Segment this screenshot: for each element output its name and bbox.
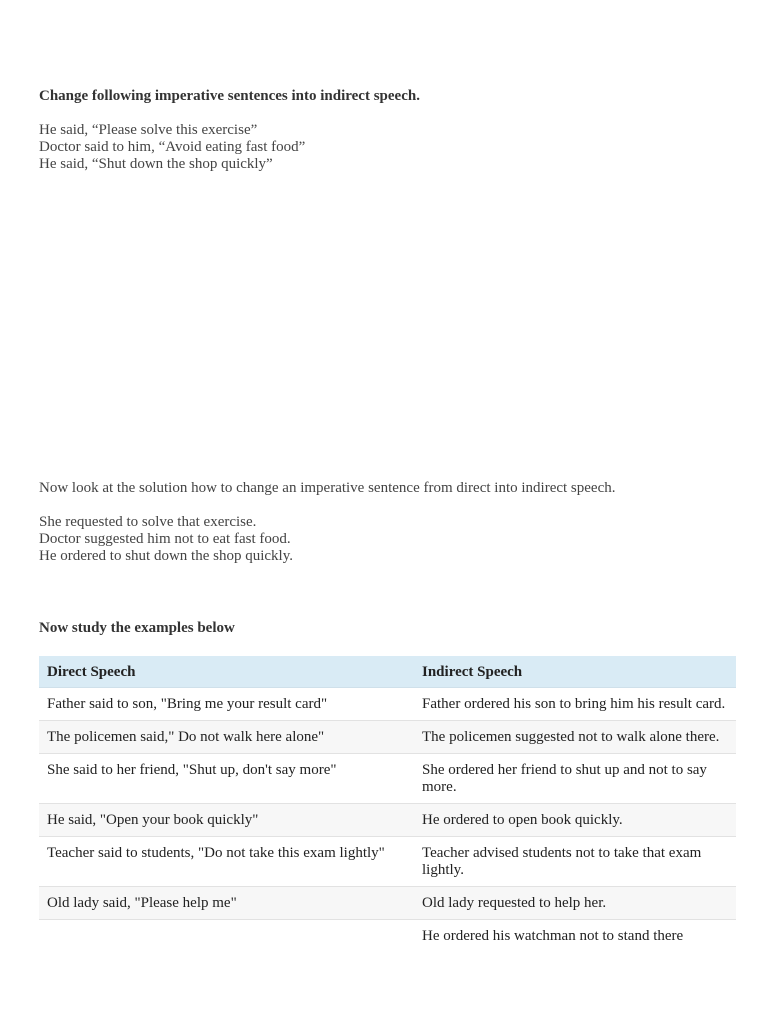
question-sentence: He said, “Please solve this exercise” bbox=[39, 122, 258, 138]
indirect-speech-cell: She ordered her friend to shut up and not to say more. bbox=[414, 754, 736, 804]
direct-speech-cell: Teacher said to students, "Do not take this exam lightly" bbox=[39, 837, 414, 887]
indirect-speech-cell: He ordered to open book quickly. bbox=[414, 804, 736, 837]
solution-sentence: She requested to solve that exercise. bbox=[39, 514, 257, 530]
solution-sentence: He ordered to shut down the shop quickly. bbox=[39, 548, 293, 564]
question-heading: Change following imperative sentences into indirect speech. bbox=[39, 88, 420, 104]
direct-speech-cell: Old lady said, "Please help me" bbox=[39, 887, 414, 920]
indirect-speech-cell: He ordered his watchman not to stand there bbox=[422, 928, 684, 944]
direct-speech-cell bbox=[39, 920, 414, 953]
solution-sentence: Doctor suggested him not to eat fast food. bbox=[39, 531, 291, 547]
question-sentence: Doctor said to him, “Avoid eating fast food” bbox=[39, 139, 306, 155]
table-row bbox=[39, 887, 736, 920]
table-row bbox=[39, 688, 736, 721]
indirect-speech-cell: Teacher advised students not to take that exam lightly. bbox=[414, 837, 736, 887]
direct-speech-cell: The policemen said," Do not walk here alone" bbox=[39, 721, 414, 754]
table-row bbox=[39, 804, 736, 837]
table-row bbox=[39, 837, 736, 887]
indirect-speech-cell: Father ordered his son to bring him his result card. bbox=[414, 688, 736, 721]
solution-sentences bbox=[39, 514, 739, 565]
examples-heading: Now study the examples below bbox=[39, 620, 235, 636]
table-header-row bbox=[39, 656, 736, 688]
solution-intro: Now look at the solution how to change an imperative sentence from direct into indirect speech. bbox=[39, 480, 616, 496]
question-sentences bbox=[39, 122, 739, 173]
direct-speech-cell: She said to her friend, "Shut up, don't say more" bbox=[39, 754, 414, 804]
table-row bbox=[39, 920, 736, 953]
table-row bbox=[39, 721, 736, 754]
question-sentence: He said, “Shut down the shop quickly” bbox=[39, 156, 273, 172]
column-header-direct-speech: Direct Speech bbox=[39, 656, 414, 688]
indirect-speech-cell: Old lady requested to help her. bbox=[414, 887, 736, 920]
table-row bbox=[39, 754, 736, 804]
examples-table bbox=[39, 656, 736, 952]
column-header-indirect-speech: Indirect Speech bbox=[414, 656, 736, 688]
direct-speech-cell: He said, "Open your book quickly" bbox=[39, 804, 414, 837]
direct-speech-cell: Father said to son, "Bring me your result card" bbox=[39, 688, 414, 721]
indirect-speech-cell: The policemen suggested not to walk alone there. bbox=[414, 721, 736, 754]
